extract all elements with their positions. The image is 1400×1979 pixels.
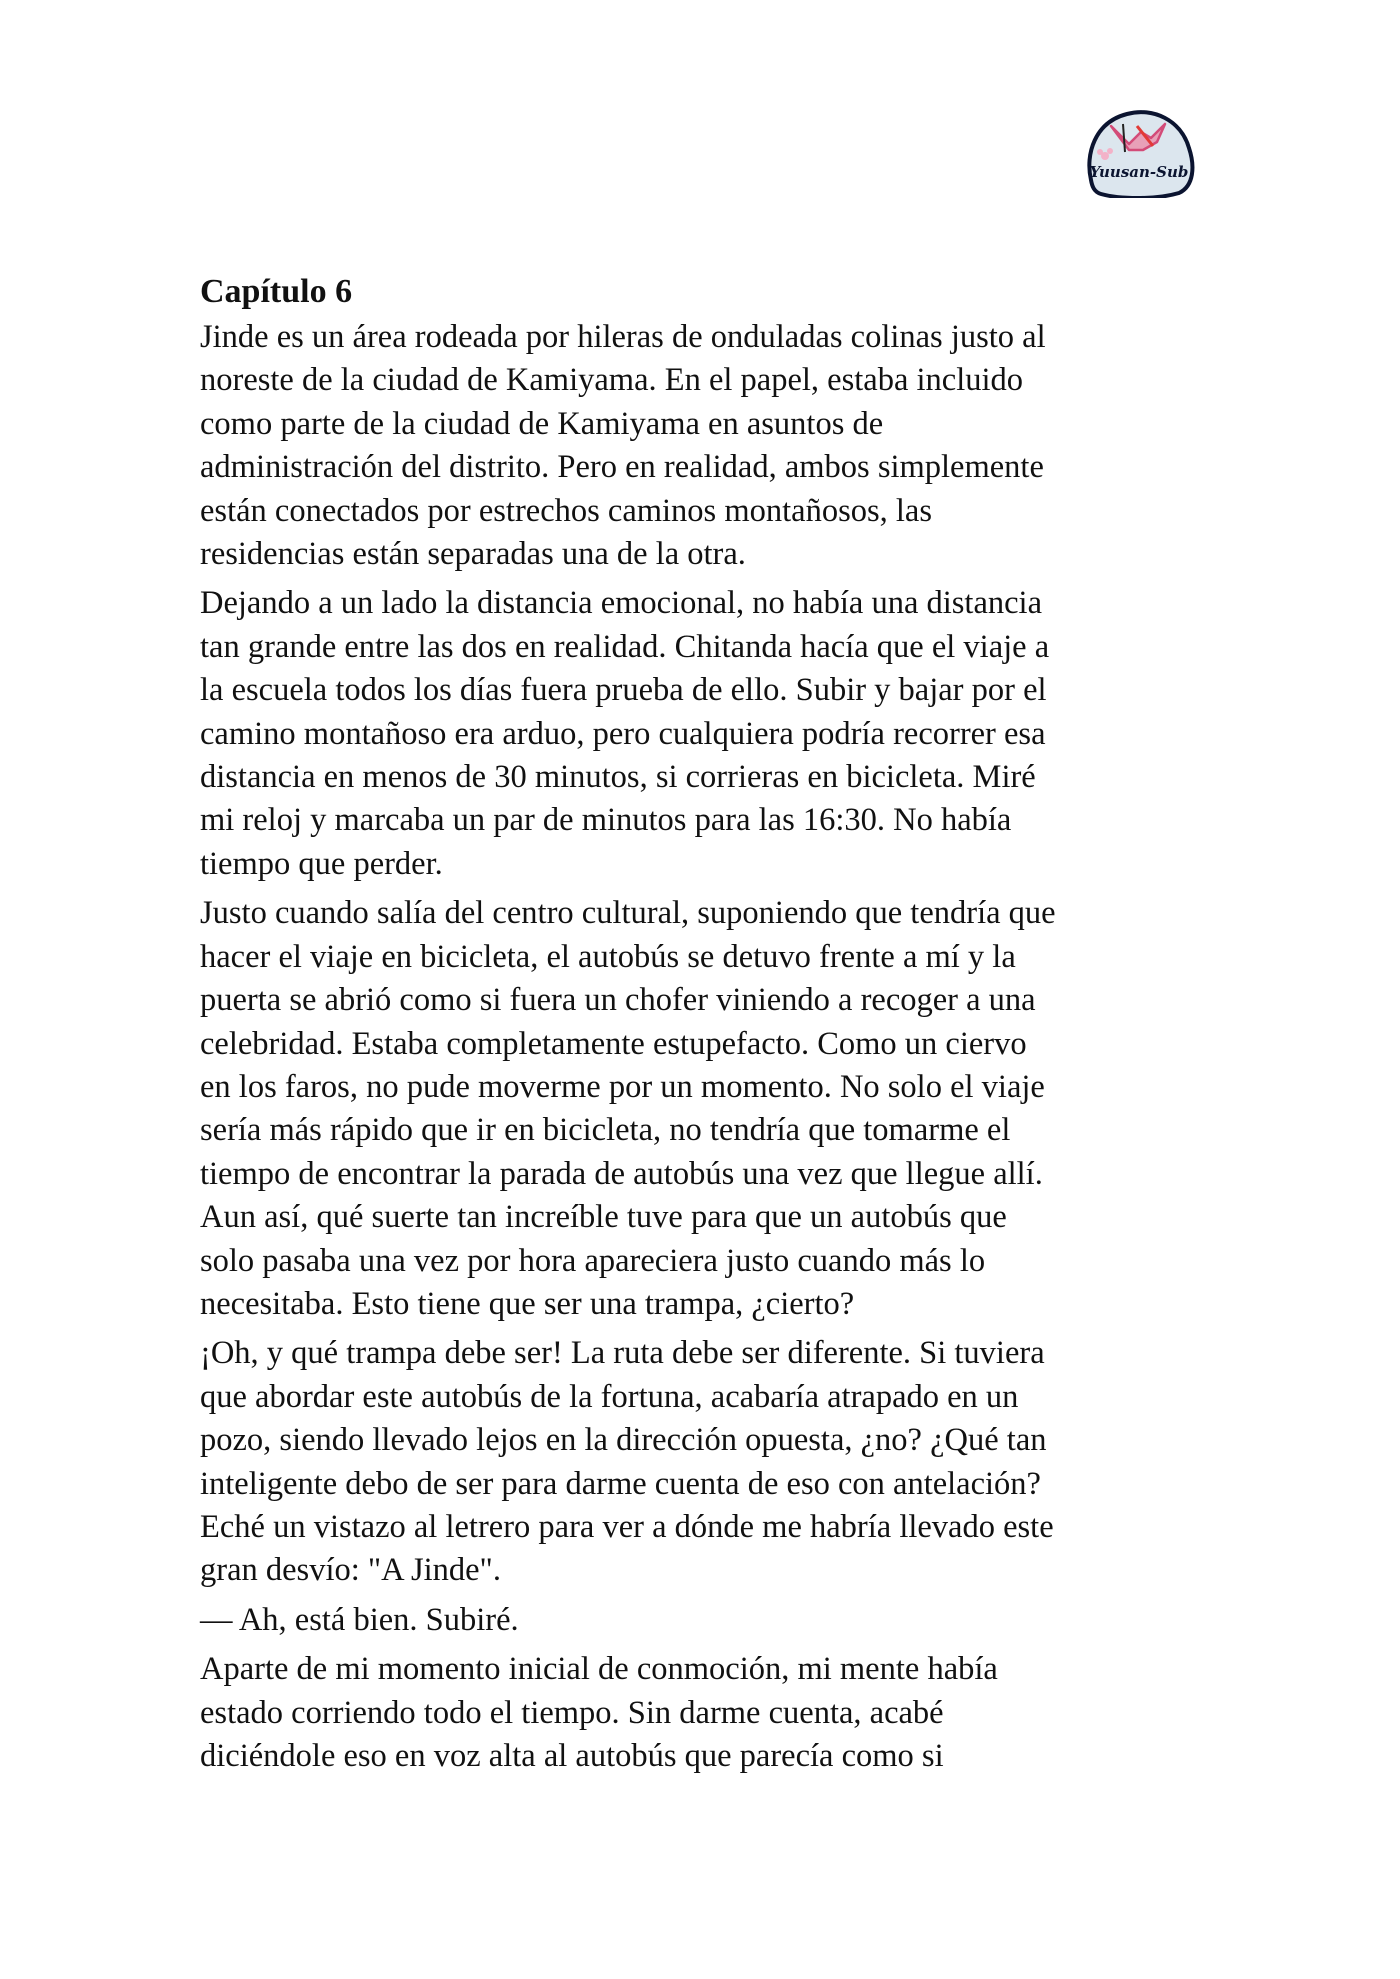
paragraph: Jinde es un área rodeada por hileras de onduladas colinas justo al noreste de la ciudad de Kamiyama. En el papel, estaba incluido como parte de la ciudad de Kamiyama en asuntos de administración del distrito. Pero en realidad, ambos simplemente están conectados por estrechos caminos montañosos, las residencias están separadas una de la otra. (200, 319, 1046, 573)
logo-badge-icon (1081, 106, 1197, 198)
logo-text: Yuusan-Sub (1089, 163, 1189, 181)
paragraph: Justo cuando salía del centro cultural, suponiendo que tendría que hacer el viaje en bicicleta, el autobús se detuvo frente a mí y la puerta se abrió como si fuera un chofer viniendo a recoger a una celebridad. Estaba completamente estupefacto. Como un ciervo en los faros, no pude moverme por un momento. No solo el viaje sería más rápido que ir en bicicleta, no tendría que tomarme el tiempo de encontrar la parada de autobús una vez que llegue allí. Aun así, qué suerte tan increíble tuve para que un autobús que solo pasaba una vez por hora apareciera justo cuando más lo necesitaba. Esto tiene que ser una trampa, ¿cierto? (200, 895, 1056, 1322)
paragraph: Aparte de mi momento inicial de conmoción, mi mente había estado corriendo todo el tiempo. Sin darme cuenta, acabé diciéndole eso en voz alta al autobús que parecía como si (200, 1651, 998, 1774)
yuusan-sub-logo (1081, 106, 1197, 198)
dialogue-line: — Ah, está bien. Subiré. (200, 1601, 519, 1638)
paragraph: Dejando a un lado la distancia emocional, no había una distancia tan grande entre las dos en realidad. Chitanda hacía que el viaje a la escuela todos los días fuera prueba de ello. Subir y bajar por el camino montañoso era arduo, pero cualquiera podría recorrer esa distancia en menos de 30 minutos, si corrieras en bicicleta. Miré mi reloj y marcaba un par de minutos para las 16:30. No había tiempo que perder. (200, 585, 1050, 882)
document-body (200, 264, 1210, 1784)
paragraph: ¡Oh, y qué trampa debe ser! La ruta debe ser diferente. Si tuviera que abordar este autobús de la fortuna, acabaría atrapado en un pozo, siendo llevado lejos en la dirección opuesta, ¿no? ¿Qué tan inteligente debo de ser para darme cuenta de eso con antelación? Eché un vistazo al letrero para ver a dónde me habría llevado este gran desvío: "A Jinde". (200, 1335, 1054, 1589)
chapter-title: Capítulo 6 (200, 273, 353, 310)
